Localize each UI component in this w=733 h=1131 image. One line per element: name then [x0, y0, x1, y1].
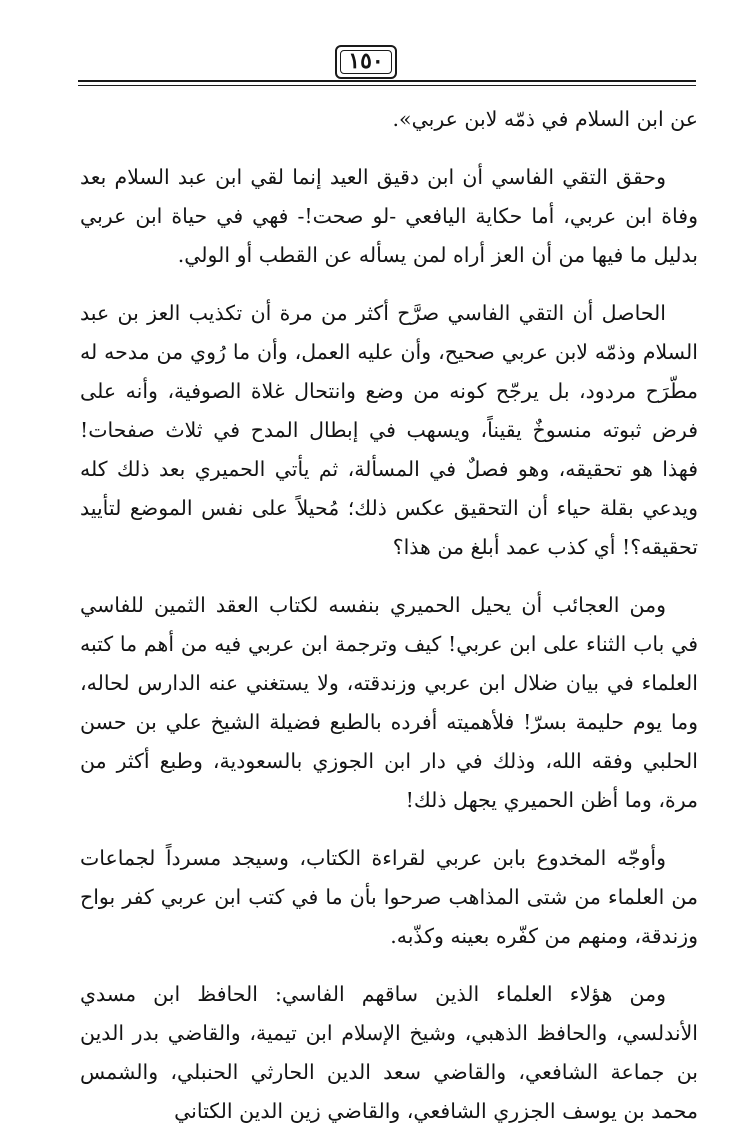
paragraph: ومن العجائب أن يحيل الحميري بنفسه لكتاب العقد الثمين للفاسي في باب الثناء على ابن عربي! كيف وترجمة ابن عربي فيه من أهم ما كتبه العلماء في بيان ضلال ابن عربي وزندقته، ولا يستغني عنه الدارس لحاله، وما يوم حليمة بسرّ! فلأهميته أفرده بالطبع فضيلة الشيخ علي بن حسن الحلبي وفقه الله، وذلك في دار ابن الجوزي بالسعودية، وطبع أكثر من مرة، وما أظن الحميري يجهل ذلك! — [80, 593, 698, 812]
body-text — [80, 100, 698, 1131]
paragraph: وحقق التقي الفاسي أن ابن دقيق العيد إنما لقي ابن عبد السلام بعد وفاة ابن عربي، أما حكاية اليافعي -لو صحت!- فهي في حياة ابن عربي بدليل ما فيها من أن العز أراه لمن يسأله عن القطب أو الولي. — [80, 165, 698, 267]
page-number-frame — [335, 45, 397, 79]
header-rule — [78, 80, 696, 82]
paragraph: الحاصل أن التقي الفاسي صرَّح أكثر من مرة أن تكذيب العز بن عبد السلام وذمّه لابن عربي صحيح، وأن عليه العمل، وأن ما رُوي من مدحه له مطّرَح مردود، بل يرجّح كونه من وضع وانتحال غلاة الصوفية، وأنه على فرض ثبوته منسوخٌ يقيناً، ويسهب في إبطال المدح في ثلاث صفحات! فهذا هو تحقيقه، وهو فصلٌ في المسألة، ثم يأتي الحميري بعد ذلك كله ويدعي بقلة حياء أن التحقيق عكس ذلك؛ مُحيلاً على نفس الموضع لتأييد تحقيقه؟! أي كذب عمد أبلغ من هذا؟ — [80, 301, 698, 559]
page-number: ١٥٠ — [348, 48, 384, 74]
paragraph: ومن هؤلاء العلماء الذين ساقهم الفاسي: الحافظ ابن مسدي الأندلسي، والحافظ الذهبي، وشيخ الإسلام ابن تيمية، والقاضي بدر الدين بن جماعة الشافعي، والقاضي سعد الدين الحارثي الحنبلي، والشمس محمد بن يوسف الجزري الشافعي، والقاضي زين الدين الكتاني — [80, 982, 698, 1123]
paragraph-continuation: عن ابن السلام في ذمّه لابن عربي». — [392, 107, 698, 131]
paragraph: وأوجّه المخدوع بابن عربي لقراءة الكتاب، وسيجد مسرداً لجماعات من العلماء من شتى المذاهب صرحوا بأن ما في كتب ابن عربي كفر بواح وزندقة، ومنهم من كفّره بعينه وكذّبه. — [80, 846, 698, 948]
header-rule-thin — [78, 85, 696, 86]
